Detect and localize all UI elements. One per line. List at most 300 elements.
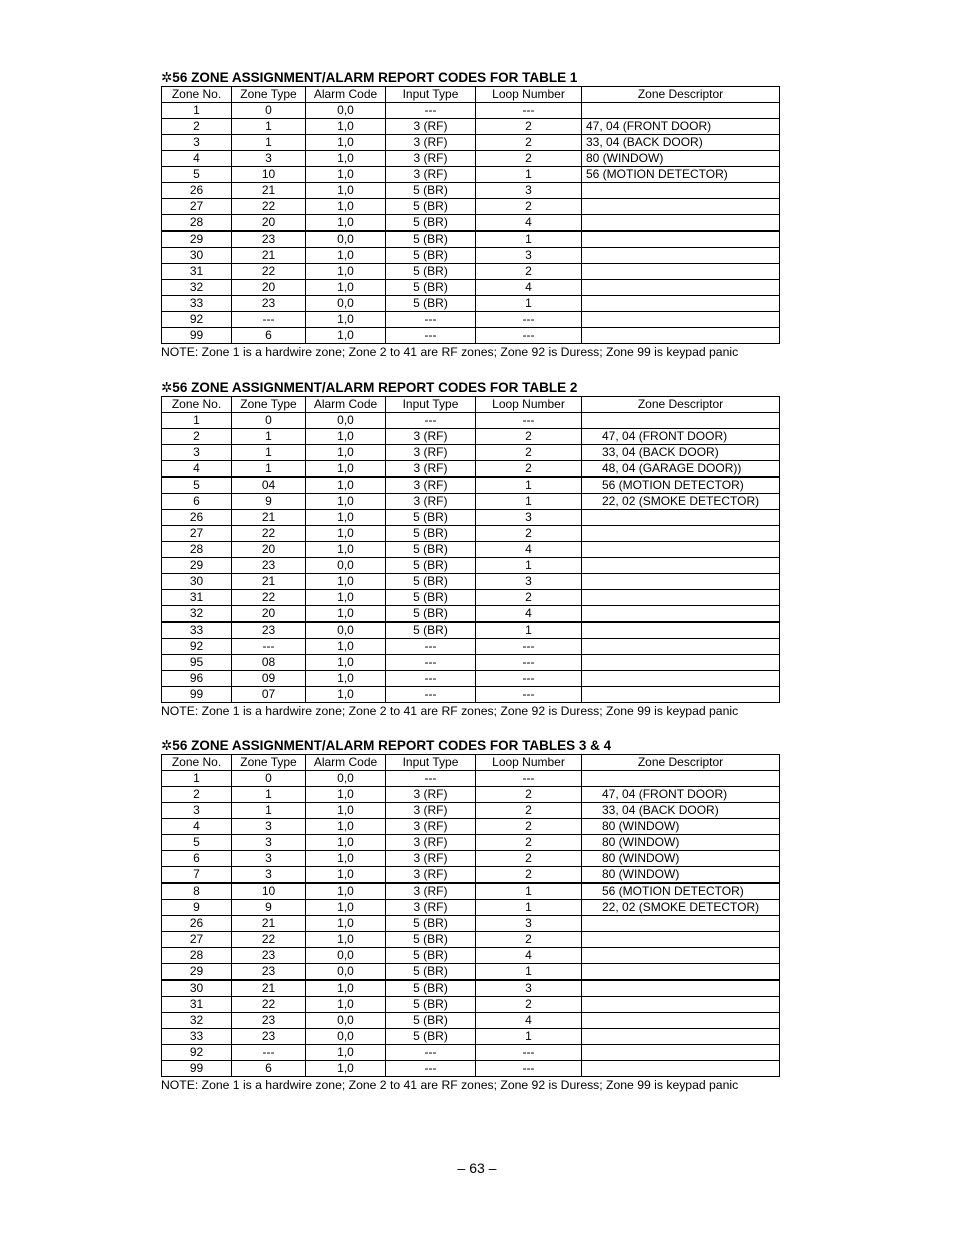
- table-cell: 22, 02 (SMOKE DETECTOR): [582, 900, 780, 916]
- table-row: [162, 135, 780, 151]
- table-cell: 56 (MOTION DETECTOR): [582, 477, 780, 494]
- table-cell: 28: [162, 948, 232, 964]
- table-cell: 3 (RF): [386, 835, 476, 851]
- table-cell: [582, 526, 780, 542]
- table-cell: 22: [232, 264, 306, 280]
- table-cell: 9: [232, 900, 306, 916]
- table-cell: 29: [162, 964, 232, 981]
- table-cell: 1: [476, 558, 582, 574]
- table-cell: 1: [232, 803, 306, 819]
- table-cell: ---: [232, 312, 306, 328]
- table-row: [162, 932, 780, 948]
- table-cell: 4: [162, 151, 232, 167]
- table-cell: 1,0: [306, 445, 386, 461]
- table-cell: 1,0: [306, 883, 386, 900]
- table-cell: 1,0: [306, 787, 386, 803]
- table-2-section: [161, 380, 779, 719]
- table-cell: 2: [476, 803, 582, 819]
- table-cell: 26: [162, 183, 232, 199]
- table-cell: 28: [162, 542, 232, 558]
- table-cell: 1,0: [306, 803, 386, 819]
- table-cell: 2: [476, 787, 582, 803]
- table-cell: 0,0: [306, 1013, 386, 1029]
- table-row: [162, 1061, 780, 1077]
- table-cell: 5 (BR): [386, 231, 476, 248]
- table-cell: 2: [476, 819, 582, 835]
- table-cell: 3: [232, 151, 306, 167]
- table-cell: ---: [476, 655, 582, 671]
- table-cell: 5 (BR): [386, 296, 476, 312]
- table-note: NOTE: Zone 1 is a hardwire zone; Zone 2 to 41 are RF zones; Zone 92 is Duress; Zone 99 is keypad panic: [161, 345, 739, 359]
- table-cell: [582, 671, 780, 687]
- table-cell: 80 (WINDOW): [582, 151, 780, 167]
- table-cell: 5 (BR): [386, 622, 476, 639]
- table-cell: 5 (BR): [386, 510, 476, 526]
- table-cell: 99: [162, 328, 232, 344]
- table-cell: 0,0: [306, 296, 386, 312]
- table-cell: [582, 1045, 780, 1061]
- table-row: [162, 328, 780, 344]
- table-cell: 4: [162, 461, 232, 478]
- table-cell: ---: [476, 687, 582, 703]
- table-cell: [582, 280, 780, 296]
- table-cell: 32: [162, 280, 232, 296]
- table-note: NOTE: Zone 1 is a hardwire zone; Zone 2 to 41 are RF zones; Zone 92 is Duress; Zone 99 is keypad panic: [161, 704, 739, 718]
- table-row: [162, 215, 780, 232]
- table-cell: 2: [476, 851, 582, 867]
- table-cell: 1,0: [306, 167, 386, 183]
- table-cell: 47, 04 (FRONT DOOR): [582, 429, 780, 445]
- table-cell: 80 (WINDOW): [582, 819, 780, 835]
- table-cell: [582, 183, 780, 199]
- table-cell: 22: [232, 590, 306, 606]
- table-cell: 1: [162, 413, 232, 429]
- table-row: [162, 687, 780, 703]
- table-cell: 3: [476, 980, 582, 997]
- table-row: [162, 980, 780, 997]
- table-cell: ---: [386, 671, 476, 687]
- table-cell: 1,0: [306, 542, 386, 558]
- table-cell: 1: [476, 494, 582, 510]
- table-cell: 2: [476, 264, 582, 280]
- column-header: Zone Type: [232, 755, 306, 771]
- table-cell: 1,0: [306, 526, 386, 542]
- table-cell: 1,0: [306, 1045, 386, 1061]
- table-cell: 2: [162, 787, 232, 803]
- table-cell: 1,0: [306, 590, 386, 606]
- table-row: [162, 916, 780, 932]
- table-row: [162, 199, 780, 215]
- zone-table: [161, 86, 780, 344]
- table-cell: 3: [232, 851, 306, 867]
- table-cell: 23: [232, 1013, 306, 1029]
- table-row: [162, 103, 780, 119]
- table-cell: 1: [476, 231, 582, 248]
- table-cell: 3: [476, 574, 582, 590]
- table-cell: 1: [162, 103, 232, 119]
- table-cell: 3: [232, 867, 306, 884]
- table-row: [162, 477, 780, 494]
- table-cell: 47, 04 (FRONT DOOR): [582, 119, 780, 135]
- table-cell: 2: [476, 526, 582, 542]
- table-cell: ---: [476, 328, 582, 344]
- table-cell: 23: [232, 231, 306, 248]
- table-row: [162, 413, 780, 429]
- table-note: NOTE: Zone 1 is a hardwire zone; Zone 2 to 41 are RF zones; Zone 92 is Duress; Zone 99 is keypad panic: [161, 1078, 739, 1092]
- table-cell: 3: [476, 183, 582, 199]
- table-cell: ---: [386, 1061, 476, 1077]
- table-cell: [582, 103, 780, 119]
- table-cell: 5 (BR): [386, 964, 476, 981]
- table-title: ✲56 ZONE ASSIGNMENT/ALARM REPORT CODES FOR TABLE 2: [161, 380, 578, 395]
- table-cell: ---: [476, 671, 582, 687]
- table-cell: 1,0: [306, 574, 386, 590]
- table-cell: [582, 948, 780, 964]
- table-cell: ---: [386, 1045, 476, 1061]
- table-row: [162, 948, 780, 964]
- table-cell: 1: [476, 477, 582, 494]
- table-cell: 2: [162, 429, 232, 445]
- table-cell: 1,0: [306, 932, 386, 948]
- table-cell: 07: [232, 687, 306, 703]
- table-cell: 30: [162, 248, 232, 264]
- table-row: [162, 429, 780, 445]
- table-cell: 4: [476, 215, 582, 232]
- table-cell: 33: [162, 1029, 232, 1045]
- table-cell: [582, 916, 780, 932]
- column-header: Loop Number: [476, 755, 582, 771]
- table-cell: 5 (BR): [386, 248, 476, 264]
- table-cell: 3: [162, 135, 232, 151]
- table-row: [162, 964, 780, 981]
- table-title: ✲56 ZONE ASSIGNMENT/ALARM REPORT CODES FOR TABLES 3 & 4: [161, 738, 612, 753]
- table-cell: 1,0: [306, 461, 386, 478]
- table-cell: ---: [232, 639, 306, 655]
- table-cell: [582, 622, 780, 639]
- table-row: [162, 542, 780, 558]
- table-row: [162, 119, 780, 135]
- table-cell: 5 (BR): [386, 280, 476, 296]
- table-cell: [582, 980, 780, 997]
- table-cell: 80 (WINDOW): [582, 851, 780, 867]
- table-cell: 3: [232, 835, 306, 851]
- table-cell: 0,0: [306, 413, 386, 429]
- table-cell: 4: [476, 542, 582, 558]
- table-row: [162, 248, 780, 264]
- table-cell: 5: [162, 167, 232, 183]
- table-cell: 99: [162, 1061, 232, 1077]
- table-cell: 1: [476, 622, 582, 639]
- table-cell: 96: [162, 671, 232, 687]
- table-cell: 21: [232, 183, 306, 199]
- table-cell: 3 (RF): [386, 135, 476, 151]
- table-cell: 1,0: [306, 215, 386, 232]
- table-row: [162, 622, 780, 639]
- table-cell: 3 (RF): [386, 494, 476, 510]
- table-cell: 5 (BR): [386, 542, 476, 558]
- table-cell: 32: [162, 1013, 232, 1029]
- table-cell: 80 (WINDOW): [582, 835, 780, 851]
- table-cell: 2: [476, 461, 582, 478]
- table-cell: [582, 248, 780, 264]
- table-cell: 1,0: [306, 135, 386, 151]
- column-header: Zone Descriptor: [582, 87, 780, 103]
- table-cell: [582, 687, 780, 703]
- table-cell: 27: [162, 932, 232, 948]
- table-cell: 1,0: [306, 328, 386, 344]
- table-cell: 3 (RF): [386, 429, 476, 445]
- table-cell: 5 (BR): [386, 916, 476, 932]
- table-cell: 92: [162, 1045, 232, 1061]
- table-cell: ---: [476, 1061, 582, 1077]
- table-cell: [582, 932, 780, 948]
- table-cell: 20: [232, 606, 306, 623]
- table-row: [162, 671, 780, 687]
- table-cell: 1,0: [306, 280, 386, 296]
- table-cell: 1,0: [306, 655, 386, 671]
- table-cell: [582, 1029, 780, 1045]
- table-cell: 3 (RF): [386, 900, 476, 916]
- table-cell: 56 (MOTION DETECTOR): [582, 883, 780, 900]
- table-row: [162, 526, 780, 542]
- table-cell: 30: [162, 980, 232, 997]
- table-cell: 27: [162, 526, 232, 542]
- table-cell: 47, 04 (FRONT DOOR): [582, 787, 780, 803]
- table-cell: 3 (RF): [386, 867, 476, 884]
- table-cell: 4: [476, 606, 582, 623]
- table-cell: 3 (RF): [386, 445, 476, 461]
- table-cell: 33: [162, 622, 232, 639]
- column-header: Zone No.: [162, 87, 232, 103]
- table-cell: [582, 639, 780, 655]
- table-row: [162, 445, 780, 461]
- table-row: [162, 606, 780, 623]
- table-cell: 30: [162, 574, 232, 590]
- table-cell: 1,0: [306, 1061, 386, 1077]
- table-cell: 23: [232, 1029, 306, 1045]
- table-cell: [582, 606, 780, 623]
- table-cell: 08: [232, 655, 306, 671]
- table-cell: 2: [476, 199, 582, 215]
- table-row: [162, 280, 780, 296]
- column-header: Zone Type: [232, 87, 306, 103]
- table-cell: 5 (BR): [386, 980, 476, 997]
- table-cell: [582, 264, 780, 280]
- table-cell: 33, 04 (BACK DOOR): [582, 803, 780, 819]
- table-cell: 2: [476, 119, 582, 135]
- table-row: [162, 558, 780, 574]
- table-row: [162, 312, 780, 328]
- column-header: Alarm Code: [306, 397, 386, 413]
- table-cell: 28: [162, 215, 232, 232]
- table-cell: 22: [232, 526, 306, 542]
- table-cell: ---: [386, 687, 476, 703]
- column-header: Input Type: [386, 755, 476, 771]
- table-cell: 7: [162, 867, 232, 884]
- table-cell: ---: [476, 103, 582, 119]
- table-cell: ---: [476, 413, 582, 429]
- table-cell: 31: [162, 997, 232, 1013]
- table-cell: 0,0: [306, 948, 386, 964]
- table-cell: 5 (BR): [386, 590, 476, 606]
- table-cell: [582, 542, 780, 558]
- table-cell: 21: [232, 916, 306, 932]
- table-row: [162, 819, 780, 835]
- table-cell: 1: [232, 445, 306, 461]
- table-row: [162, 997, 780, 1013]
- table-cell: 33: [162, 296, 232, 312]
- table-cell: 1: [232, 135, 306, 151]
- table-cell: 04: [232, 477, 306, 494]
- table-cell: 1,0: [306, 671, 386, 687]
- table-cell: 10: [232, 167, 306, 183]
- column-header: Zone Descriptor: [582, 755, 780, 771]
- table-cell: 5: [162, 477, 232, 494]
- table-cell: 5 (BR): [386, 526, 476, 542]
- table-row: [162, 590, 780, 606]
- table-cell: 3 (RF): [386, 803, 476, 819]
- table-cell: 3 (RF): [386, 167, 476, 183]
- table-cell: 22: [232, 997, 306, 1013]
- table-cell: 3 (RF): [386, 787, 476, 803]
- table-row: [162, 803, 780, 819]
- table-cell: 1,0: [306, 916, 386, 932]
- table-cell: ---: [232, 1045, 306, 1061]
- table-cell: 3: [476, 248, 582, 264]
- table-cell: 0: [232, 103, 306, 119]
- table-cell: 21: [232, 248, 306, 264]
- table-cell: [582, 510, 780, 526]
- table-cell: 09: [232, 671, 306, 687]
- table-cell: 0,0: [306, 1029, 386, 1045]
- table-cell: 5 (BR): [386, 574, 476, 590]
- table-row: [162, 883, 780, 900]
- table-cell: 21: [232, 980, 306, 997]
- table-cell: 0,0: [306, 103, 386, 119]
- table-cell: 2: [476, 867, 582, 884]
- table-cell: 5 (BR): [386, 264, 476, 280]
- table-cell: 1,0: [306, 312, 386, 328]
- table-cell: 1: [476, 1029, 582, 1045]
- table-cell: [582, 655, 780, 671]
- column-header: Zone Descriptor: [582, 397, 780, 413]
- table-cell: [582, 590, 780, 606]
- table-cell: ---: [476, 1045, 582, 1061]
- table-cell: 1,0: [306, 835, 386, 851]
- table-cell: 1,0: [306, 639, 386, 655]
- table-cell: 4: [476, 280, 582, 296]
- table-cell: ---: [386, 328, 476, 344]
- table-cell: 1,0: [306, 199, 386, 215]
- table-row: [162, 510, 780, 526]
- table-cell: 21: [232, 574, 306, 590]
- table-cell: 22, 02 (SMOKE DETECTOR): [582, 494, 780, 510]
- column-header: Loop Number: [476, 87, 582, 103]
- table-cell: 1,0: [306, 477, 386, 494]
- table-cell: [582, 199, 780, 215]
- table-cell: [582, 312, 780, 328]
- table-cell: 80 (WINDOW): [582, 867, 780, 884]
- table-cell: [582, 328, 780, 344]
- table-cell: 3 (RF): [386, 119, 476, 135]
- column-header: Alarm Code: [306, 755, 386, 771]
- table-cell: [582, 964, 780, 981]
- table-cell: [582, 231, 780, 248]
- table-cell: 48, 04 (GARAGE DOOR)): [582, 461, 780, 478]
- table-cell: 3 (RF): [386, 819, 476, 835]
- table-cell: 0,0: [306, 771, 386, 787]
- table-cell: 56 (MOTION DETECTOR): [582, 167, 780, 183]
- table-cell: 92: [162, 312, 232, 328]
- table-cell: 20: [232, 280, 306, 296]
- table-cell: 1,0: [306, 248, 386, 264]
- table-row: [162, 655, 780, 671]
- table-cell: 1,0: [306, 980, 386, 997]
- table-cell: 6: [162, 494, 232, 510]
- table-row: [162, 183, 780, 199]
- table-cell: 23: [232, 622, 306, 639]
- table-cell: ---: [476, 312, 582, 328]
- table-cell: 0: [232, 771, 306, 787]
- table-row: [162, 1029, 780, 1045]
- table-cell: 2: [476, 932, 582, 948]
- table-cell: 2: [476, 429, 582, 445]
- table-row: [162, 264, 780, 280]
- table-cell: 23: [232, 558, 306, 574]
- table-cell: 6: [232, 1061, 306, 1077]
- table-header-row: [162, 755, 780, 771]
- table-cell: 31: [162, 264, 232, 280]
- table-cell: 3: [162, 445, 232, 461]
- table-cell: 4: [476, 948, 582, 964]
- table-cell: 3 (RF): [386, 883, 476, 900]
- table-cell: 5 (BR): [386, 932, 476, 948]
- table-cell: ---: [386, 413, 476, 429]
- table-cell: 0,0: [306, 231, 386, 248]
- table-cell: [582, 296, 780, 312]
- table-cell: 2: [476, 135, 582, 151]
- table-cell: ---: [476, 639, 582, 655]
- table-cell: 1,0: [306, 510, 386, 526]
- table-cell: [582, 771, 780, 787]
- table-cell: ---: [386, 655, 476, 671]
- table-row: [162, 900, 780, 916]
- table-row: [162, 851, 780, 867]
- table-cell: 3: [162, 803, 232, 819]
- table-cell: 20: [232, 542, 306, 558]
- table-cell: 3 (RF): [386, 851, 476, 867]
- table-cell: 5 (BR): [386, 1029, 476, 1045]
- table-cell: [582, 558, 780, 574]
- zone-table: [161, 396, 780, 703]
- table-cell: 2: [476, 151, 582, 167]
- table-cell: 99: [162, 687, 232, 703]
- table-cell: 1,0: [306, 151, 386, 167]
- table-row: [162, 296, 780, 312]
- table-cell: 1,0: [306, 119, 386, 135]
- table-cell: 1: [232, 461, 306, 478]
- table-row: [162, 151, 780, 167]
- table-cell: 1,0: [306, 429, 386, 445]
- table-cell: 5 (BR): [386, 948, 476, 964]
- column-header: Input Type: [386, 397, 476, 413]
- table-cell: 20: [232, 215, 306, 232]
- table-cell: 4: [162, 819, 232, 835]
- table-cell: 23: [232, 296, 306, 312]
- table-cell: 2: [476, 997, 582, 1013]
- table-cell: ---: [386, 771, 476, 787]
- table-cell: 1: [232, 787, 306, 803]
